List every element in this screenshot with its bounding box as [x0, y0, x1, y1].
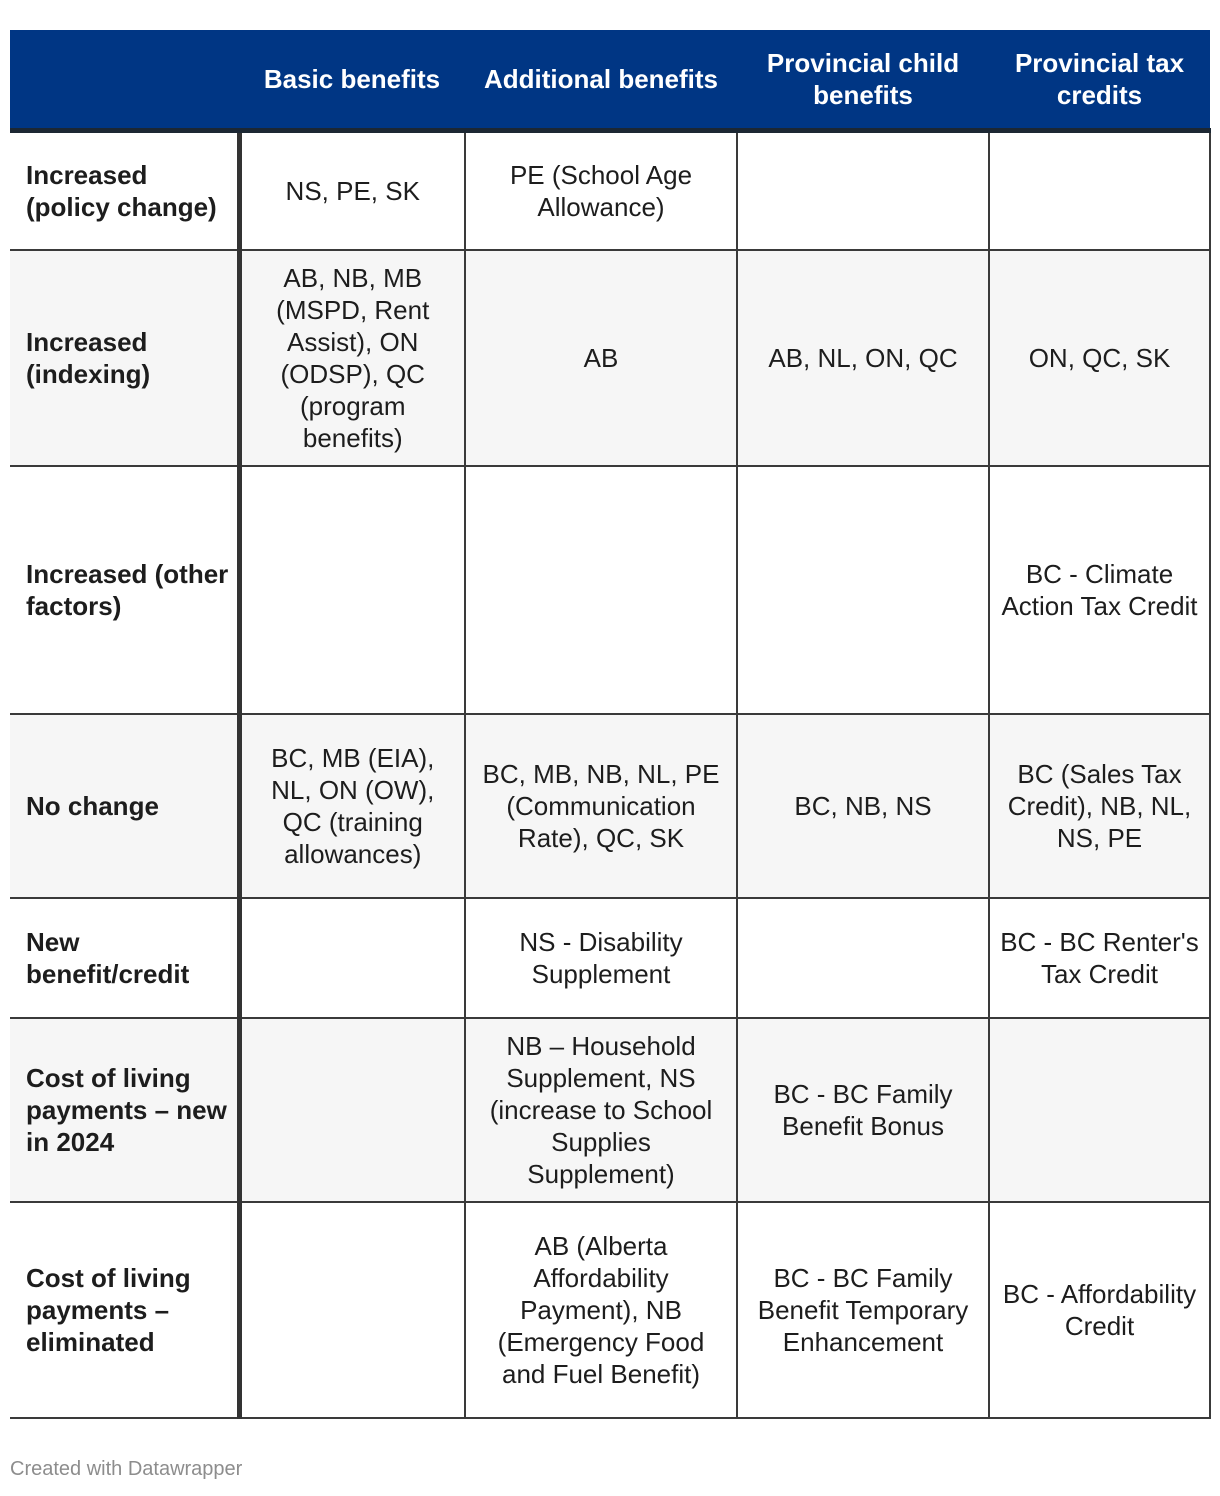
row-label: New benefit/credit	[10, 898, 239, 1018]
table-cell	[737, 898, 989, 1018]
datawrapper-credit[interactable]: Created with Datawrapper	[10, 1458, 243, 1480]
table-row	[10, 714, 1210, 898]
table-row	[10, 1018, 1210, 1202]
header-corner	[10, 30, 239, 130]
header-additional-benefits: Additional benefits	[465, 30, 737, 130]
table-cell	[737, 466, 989, 714]
table-cell	[239, 1018, 465, 1202]
table-row	[10, 466, 1210, 714]
table-cell: BC - Climate Action Tax Credit	[989, 466, 1210, 714]
table-cell	[239, 898, 465, 1018]
table-row	[10, 898, 1210, 1018]
table-cell: BC - BC Family Benefit Bonus	[737, 1018, 989, 1202]
table-cell	[989, 1018, 1210, 1202]
table-cell: NS - Disability Supplement	[465, 898, 737, 1018]
table-row	[10, 1202, 1210, 1418]
header-basic-benefits: Basic benefits	[239, 30, 465, 130]
table-cell	[737, 130, 989, 250]
table-cell: NS, PE, SK	[239, 130, 465, 250]
table-cell: ON, QC, SK	[989, 250, 1210, 466]
table-row	[10, 130, 1210, 250]
table-cell: BC, MB, NB, NL, PE (Communication Rate), QC, SK	[465, 714, 737, 898]
header-provincial-child-benefits: Provincial child benefits	[737, 30, 989, 130]
table-cell: AB (Alberta Affordability Payment), NB (Emergency Food and Fuel Benefit)	[465, 1202, 737, 1418]
table-cell	[239, 466, 465, 714]
table-cell	[989, 130, 1210, 250]
table-cell: BC, NB, NS	[737, 714, 989, 898]
row-label: No change	[10, 714, 239, 898]
row-label: Increased (other factors)	[10, 466, 239, 714]
table-cell: BC - Affordability Credit	[989, 1202, 1210, 1418]
benefits-table	[10, 30, 1211, 1419]
table-cell: AB	[465, 250, 737, 466]
header-provincial-tax-credits: Provincial tax credits	[989, 30, 1210, 130]
row-label: Increased (policy change)	[10, 130, 239, 250]
table-cell	[239, 1202, 465, 1418]
table-cell: BC - BC Family Benefit Temporary Enhancement	[737, 1202, 989, 1418]
table-row	[10, 250, 1210, 466]
table-cell: BC, MB (EIA), NL, ON (OW), QC (training allowances)	[239, 714, 465, 898]
data-table-container	[10, 30, 1210, 1419]
table-cell: NB – Household Supplement, NS (increase to School Supplies Supplement)	[465, 1018, 737, 1202]
table-cell: AB, NL, ON, QC	[737, 250, 989, 466]
table-cell	[465, 466, 737, 714]
header-row	[10, 30, 1210, 130]
table-cell: PE (School Age Allowance)	[465, 130, 737, 250]
table-cell: AB, NB, MB (MSPD, Rent Assist), ON (ODSP), QC (program benefits)	[239, 250, 465, 466]
table-cell: BC - BC Renter's Tax Credit	[989, 898, 1210, 1018]
row-label: Increased (indexing)	[10, 250, 239, 466]
row-label: Cost of living payments – new in 2024	[10, 1018, 239, 1202]
row-label: Cost of living payments – eliminated	[10, 1202, 239, 1418]
table-cell: BC (Sales Tax Credit), NB, NL, NS, PE	[989, 714, 1210, 898]
